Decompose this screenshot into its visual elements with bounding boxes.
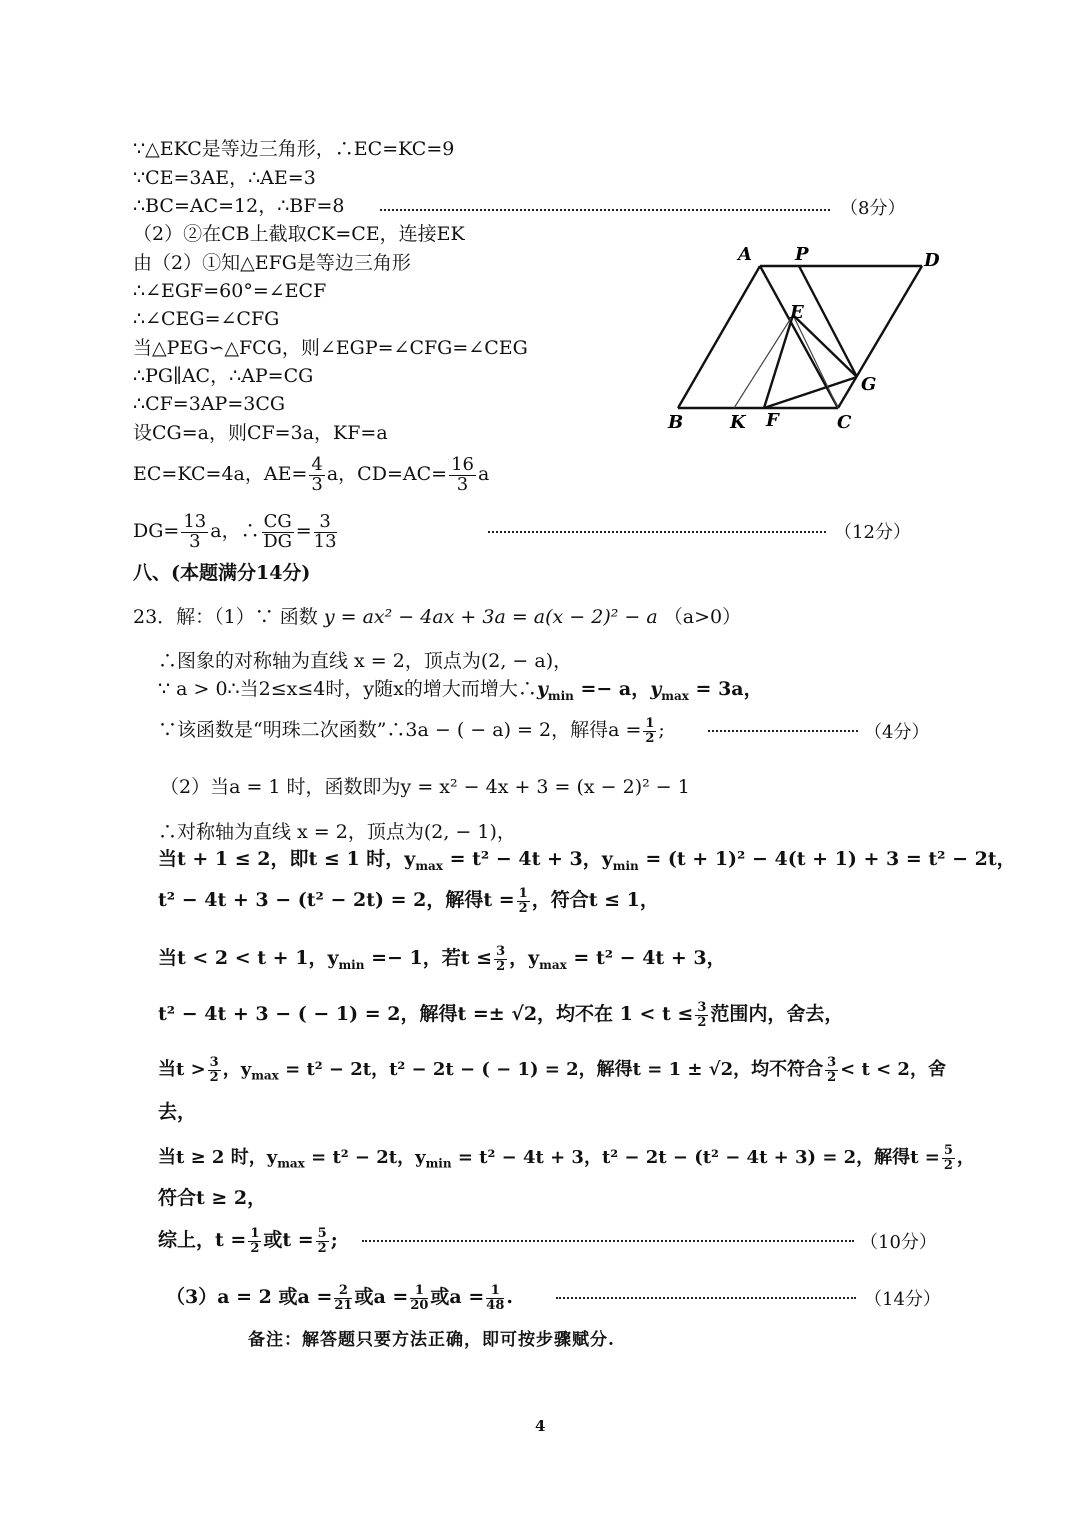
line-p2-case4-ok: 符合t ≥ 2， bbox=[158, 1187, 267, 1209]
line-pg-parallel: ∴PG∥AC，∴AP=CG bbox=[133, 365, 314, 387]
fraction: $\frac{3}{2}$ bbox=[496, 943, 506, 974]
line-p2-case3-cont: 去， bbox=[158, 1101, 197, 1123]
fraction: $\frac{5}{2}$ bbox=[943, 1142, 953, 1173]
fraction: $\frac{1}{2}$ bbox=[645, 715, 655, 746]
line-p2-case2: 当t < 2 < t + 1，$y_{min} =- 1$，若t ≤ $\frac{3}{2}$ ，$y_{max} = t^2 - 4t + 3$， bbox=[158, 943, 726, 974]
fraction: $\frac{5}{2}$ bbox=[317, 1225, 327, 1256]
fraction: $\frac{3}{2}$ bbox=[209, 1054, 219, 1085]
section-heading: 八、(本题满分14分) bbox=[133, 562, 311, 584]
vertex-label: C bbox=[837, 412, 852, 433]
line-ec-kc: EC=KC=4a，AE= $\frac{4}{3}$ a，CD=AC= $\frac{16}{3}$ a bbox=[133, 453, 490, 495]
score-4: （4分） bbox=[864, 722, 930, 743]
line-bc-ac: ∴BC=AC=12，∴BF=8 bbox=[133, 195, 345, 217]
dot-leader bbox=[556, 1297, 856, 1299]
score-14: （14分） bbox=[864, 1289, 941, 1310]
line-angle-ceg: ∴∠CEG=∠CFG bbox=[133, 308, 280, 330]
line-axis-vertex: ∴图象的对称轴为直线 x = 2，顶点为(2, − a)， bbox=[158, 650, 573, 672]
line-part3: （3）a = 2 或a = $\frac{2}{21}$ 或a = $\frac{1}{20}$ 或a = $\frac{1}{48}$ . bbox=[166, 1282, 513, 1313]
fraction: $\frac{3}{2}$ bbox=[697, 999, 707, 1030]
geometry-figure bbox=[660, 240, 950, 440]
score-10: （10分） bbox=[860, 1232, 937, 1253]
line-p2-conclusion: 综上，t = $\frac{1}{2}$ 或t = $\frac{5}{2}$ ; bbox=[158, 1225, 338, 1256]
score-12: （12分） bbox=[834, 522, 911, 543]
line-p2-case3: 当t > $\frac{3}{2}$ ，$y_{max} = t^2 - 2t$，t² − 2t − ( − 1) = 2，解得t = 1 ± √2，均不符合 $\frac{3}{2}$ < t < 2，舍 bbox=[158, 1054, 946, 1085]
fraction: $\frac{3}{2}$ bbox=[827, 1054, 837, 1085]
vertex-label: F bbox=[766, 410, 779, 431]
line-p2-case4: 当t ≥ 2 时，$y_{max} = t^2 - 2t$，$y_{min} = t^2 - 4t + 3$，t² − 2t − (t² − 4t + 3) = 2，解得t = $\frac{5}{2}$ ， bbox=[158, 1142, 975, 1173]
fraction: $\frac{3}{13}$ bbox=[313, 510, 337, 552]
fraction: $\frac{1}{2}$ bbox=[518, 885, 528, 916]
fraction: $\frac{1}{2}$ bbox=[250, 1225, 260, 1256]
fraction: $\frac{4}{3}$ bbox=[311, 453, 323, 495]
line-p2-case2-solve: t² − 4t + 3 − ( − 1) = 2，解得t =± √2，均不在 1 < t ≤ $\frac{3}{2}$ 范围内，舍去， bbox=[158, 999, 844, 1030]
vertex-label: B bbox=[668, 412, 684, 433]
line-part2-intro: （2）当a = 1 时，函数即为y = x² − 4x + 3 = (x − 2)² − 1 bbox=[160, 776, 690, 798]
line-angle-egf: ∴∠EGF=60°=∠ECF bbox=[133, 280, 327, 302]
line-monotonic: ∵ a > 0∴当2≤x≤4时，y随x的增大而增大$\therefore y_{min} =- a$，$y_{max} = 3a$， bbox=[158, 678, 763, 703]
vertex-label: A bbox=[738, 244, 752, 265]
fraction: $\frac{1}{20}$ bbox=[410, 1282, 429, 1313]
line-dg: DG= $\frac{13}{3}$ a，∴ $\frac{CG}{DG}$ = $\frac{3}{13}$ bbox=[133, 510, 337, 552]
line-part2-construct: （2）②在CB上截取CK=CE，连接EK bbox=[133, 223, 465, 245]
vertex-label: G bbox=[861, 374, 877, 395]
remark-note: 备注：解答题只要方法正确，即可按步骤赋分. bbox=[248, 1330, 615, 1350]
fraction: $\frac{2}{21}$ bbox=[334, 1282, 353, 1313]
vertex-label: E bbox=[790, 302, 804, 323]
score-8: （8分） bbox=[840, 198, 906, 219]
vertex-label: K bbox=[730, 412, 746, 433]
fraction: $\frac{CG}{DG}$ bbox=[263, 510, 293, 552]
line-ekc-equilateral: ∵△EKC是等边三角形，∴EC=KC=9 bbox=[133, 138, 455, 160]
fraction: $\frac{16}{3}$ bbox=[451, 453, 474, 495]
line-set-cg: 设CG=a，则CF=3a，KF=a bbox=[133, 422, 388, 444]
line-similar: 当△PEG∽△FCG，则∠EGP=∠CFG=∠CEG bbox=[133, 337, 528, 359]
line-solve-a: ∵该函数是“明珠二次函数”∴3a − ( − a) = 2，解得a = $\frac{1}{2}$ ; bbox=[158, 715, 665, 746]
line-cf-3ap: ∴CF=3AP=3CG bbox=[133, 393, 286, 415]
fraction: $\frac{1}{48}$ bbox=[486, 1282, 505, 1313]
dot-leader bbox=[362, 1240, 854, 1242]
vertex-label: P bbox=[795, 244, 809, 265]
line-ce-3ae: ∵CE=3AE，∴AE=3 bbox=[133, 167, 316, 189]
vertex-label: D bbox=[924, 250, 940, 271]
fraction: $\frac{13}{3}$ bbox=[183, 510, 207, 552]
line-efg-equilateral: 由（2）①知△EFG是等边三角形 bbox=[133, 252, 411, 274]
line-p2-case1-solve: t² − 4t + 3 − (t² − 2t) = 2，解得t = $\frac{1}{2}$ ，符合t ≤ 1， bbox=[158, 885, 659, 916]
line-question-intro: 23．解：（1）∵ 函数 y = ax² − 4ax + 3a = a(x − 2)² − a （a>0） bbox=[133, 606, 742, 628]
line-p2-axis: ∴对称轴为直线 x = 2，顶点为(2, − 1)， bbox=[158, 821, 516, 843]
dot-leader bbox=[380, 209, 830, 211]
dot-leader bbox=[708, 730, 858, 732]
dot-leader bbox=[488, 531, 826, 533]
line-p2-case1: 当t + 1 ≤ 2，即t ≤ 1 时，$y_{max} = t^2 - 4t + 3$，$y_{min} = (t + 1)^2 - 4(t + 1) + 3 = t^2 - 2t$， bbox=[158, 848, 1016, 873]
page-number: 4 bbox=[535, 1417, 546, 1435]
